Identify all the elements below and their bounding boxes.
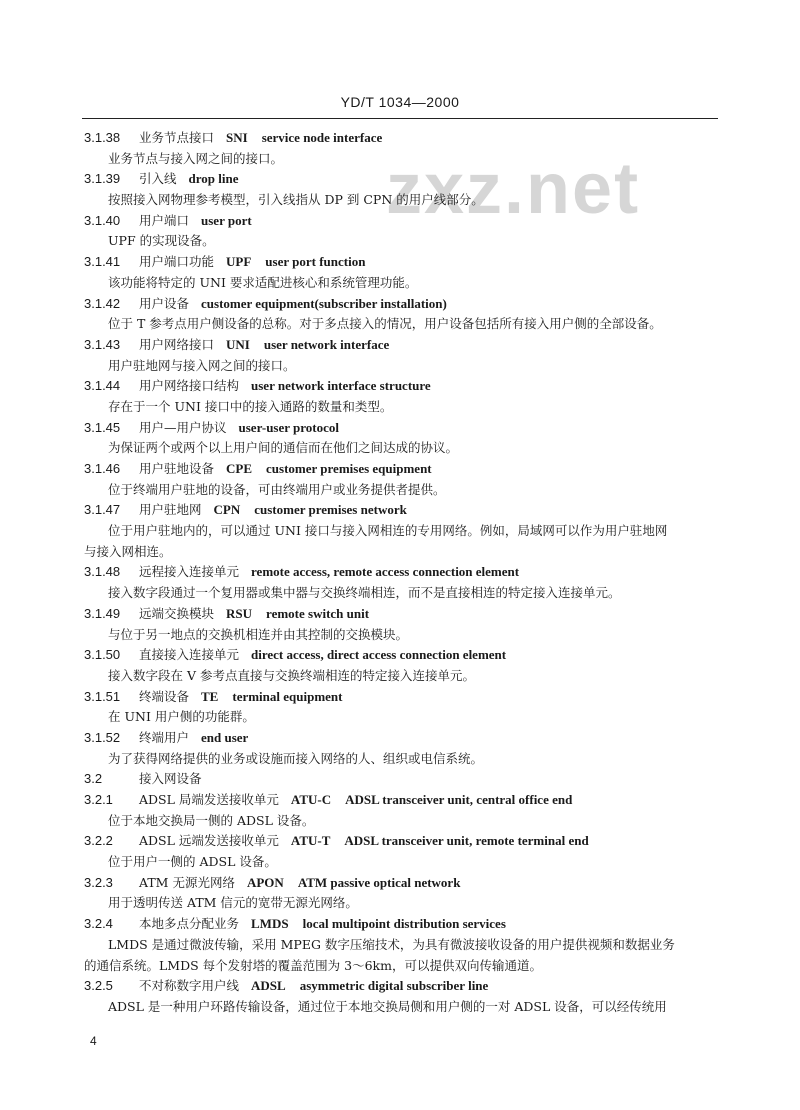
term-definition: 在 UNI 用户侧的功能群。 xyxy=(108,709,255,725)
term-chinese: ADSL 远端发送接收单元 xyxy=(139,833,279,849)
term-number: 3.1.38 xyxy=(84,130,121,145)
term-definition: 按照接入网物理参考模型，引入线指从 DP 到 CPN 的用户线部分。 xyxy=(108,192,484,208)
term-chinese: 终端用户 xyxy=(139,729,190,745)
term-number: 3.1.51 xyxy=(84,688,121,704)
term-heading xyxy=(0,562,800,583)
term-number: 3.2.5 xyxy=(84,978,113,994)
term-definition: 位于 T 参考点用户侧设备的总称。对于多点接入的情况，用户设备包括所有接入用户侧的全部设备。 xyxy=(108,316,662,332)
term-heading xyxy=(0,769,800,790)
term-chinese: 用户端口功能 xyxy=(139,254,215,270)
term-chinese: 远端交换模块 xyxy=(139,605,215,621)
term-chinese: 业务节点接口 xyxy=(139,130,215,145)
term-number: 3.2 xyxy=(84,771,103,787)
term-english: ADSL transceiver unit, central office end xyxy=(345,792,573,807)
term-definition: 为了获得网络提供的业务或设施而接入网络的人、组织或电信系统。 xyxy=(108,750,484,766)
term-number: 3.1.47 xyxy=(84,502,121,518)
term-definition: 接入数字段在 V 参考点直接与交换终端相连的特定接入连接单元。 xyxy=(108,667,475,683)
term-abbreviation: ATU-T xyxy=(290,833,331,849)
term-abbreviation: ATU-C xyxy=(290,792,332,807)
term-heading xyxy=(0,728,800,749)
term-english: user network interface xyxy=(263,336,390,352)
term-definition: 为保证两个或两个以上用户间的通信而在他们之间达成的协议。 xyxy=(108,440,459,456)
term-definition: 用于透明传送 ATM 信元的宽带无源光网络。 xyxy=(108,895,358,911)
term-chinese: ATM 无源光网络 xyxy=(139,874,235,890)
term-chinese: 不对称数字用户线 xyxy=(139,978,240,994)
term-english: direct access, direct access connection element xyxy=(251,647,507,663)
term-abbreviation: APON xyxy=(246,874,284,890)
term-english: asymmetric digital subscriber line xyxy=(299,978,489,994)
term-definition: LMDS 是通过微波传输，采用 MPEG 数字压缩技术，为具有微波接收设备的用户提供视频和数据业务 xyxy=(108,936,675,952)
term-number: 3.1.44 xyxy=(84,378,121,394)
term-english: end user xyxy=(201,729,249,745)
term-number: 3.1.39 xyxy=(84,171,121,187)
term-chinese: 用户驻地设备 xyxy=(139,461,215,476)
term-abbreviation: CPN xyxy=(213,502,241,518)
term-chinese: 接入网设备 xyxy=(139,771,202,787)
term-chinese: 用户驻地网 xyxy=(139,502,202,518)
term-abbreviation: LMDS xyxy=(251,916,289,932)
term-heading xyxy=(0,500,800,521)
page-number: 4 xyxy=(90,1034,97,1048)
term-english: service node interface xyxy=(261,130,383,145)
term-chinese: 直接接入连接单元 xyxy=(139,647,240,663)
term-heading xyxy=(0,418,800,439)
term-english: ATM passive optical network xyxy=(297,874,461,890)
watermark: zxz.net xyxy=(386,149,641,229)
term-english: terminal equipment xyxy=(232,688,343,704)
term-abbreviation: UNI xyxy=(226,336,250,352)
term-english: remote switch unit xyxy=(266,605,370,621)
term-definition: 位于终端用户驻地的设备，可由终端用户或业务提供者提供。 xyxy=(108,481,446,497)
term-chinese: 用户设备 xyxy=(139,295,190,311)
term-definition: 的通信系统。LMDS 每个发射塔的覆盖范围为 3～6km，可以提供双向传输通道。 xyxy=(84,957,542,973)
term-english: ADSL transceiver unit, remote terminal end xyxy=(344,833,589,849)
term-definition: 该功能将特定的 UNI 要求适配进核心和系统管理功能。 xyxy=(108,274,418,290)
term-number: 3.1.41 xyxy=(84,254,121,270)
term-heading xyxy=(0,376,800,397)
term-number: 3.1.43 xyxy=(84,336,121,352)
term-heading xyxy=(0,128,800,149)
term-abbreviation: UPF xyxy=(226,254,252,270)
term-number: 3.2.2 xyxy=(84,833,113,849)
term-chinese: 用户网络接口结构 xyxy=(139,378,240,394)
term-chinese: 用户端口 xyxy=(139,212,190,228)
term-definition: 与位于另一地点的交换机相连并由其控制的交换模块。 xyxy=(108,626,409,642)
term-chinese: 用户网络接口 xyxy=(139,336,215,352)
term-definition: 用户驻地网与接入网之间的接口。 xyxy=(108,357,296,373)
term-abbreviation: CPE xyxy=(226,461,253,476)
term-definition: 业务节点与接入网之间的接口。 xyxy=(108,150,284,166)
term-definition: 位于用户一侧的 ADSL 设备。 xyxy=(108,854,277,870)
term-heading xyxy=(0,831,800,852)
term-number: 3.1.49 xyxy=(84,605,121,621)
term-number: 3.2.4 xyxy=(84,916,113,932)
term-definition: 接入数字段通过一个复用器或集中器与交换终端相连，而不是直接相连的特定接入连接单元。 xyxy=(108,585,621,601)
term-chinese: 终端设备 xyxy=(139,688,190,704)
term-heading xyxy=(0,976,800,997)
term-abbreviation: TE xyxy=(201,688,219,704)
term-english: user-user protocol xyxy=(238,419,340,435)
term-definition: ADSL 是一种用户环路传输设备，通过位于本地交换局侧和用户侧的一对 ADSL 设备，可以经传统用 xyxy=(108,998,667,1014)
term-number: 3.2.1 xyxy=(84,792,113,807)
term-abbreviation: ADSL xyxy=(251,978,286,994)
term-english: remote access, remote access connection element xyxy=(251,564,520,580)
term-english: local multipoint distribution services xyxy=(302,916,506,932)
term-english: customer equipment(subscriber installation) xyxy=(201,295,447,311)
term-heading xyxy=(0,873,800,894)
term-english: customer premises equipment xyxy=(266,461,432,476)
term-definition: 存在于一个 UNI 接口中的接入通路的数量和类型。 xyxy=(108,398,393,414)
term-chinese: 引入线 xyxy=(139,171,177,187)
term-number: 3.2.3 xyxy=(84,874,113,890)
term-number: 3.1.50 xyxy=(84,647,121,663)
term-heading xyxy=(0,252,800,273)
term-heading xyxy=(0,645,800,666)
term-chinese: 用户—用户协议 xyxy=(139,419,227,435)
header-rule xyxy=(82,118,718,119)
term-number: 3.1.42 xyxy=(84,295,121,311)
term-heading xyxy=(0,687,800,708)
term-number: 3.1.48 xyxy=(84,564,121,580)
term-heading xyxy=(0,169,800,190)
term-english: user port xyxy=(201,212,252,228)
term-definition: 位于本地交换局一侧的 ADSL 设备。 xyxy=(108,812,315,828)
term-definition: 与接入网相连。 xyxy=(84,543,172,559)
term-heading xyxy=(0,459,800,480)
term-english: customer premises network xyxy=(254,502,407,518)
term-heading xyxy=(0,211,800,232)
term-heading xyxy=(0,914,800,935)
term-definition: UPF 的实现设备。 xyxy=(108,233,215,249)
term-chinese: 远程接入连接单元 xyxy=(139,564,240,580)
term-chinese: ADSL 局端发送接收单元 xyxy=(139,792,279,807)
term-number: 3.1.45 xyxy=(84,419,121,435)
term-definition: 位于用户驻地内的，可以通过 UNI 接口与接入网相连的专用网络。例如，局域网可以作为用户驻地网 xyxy=(108,523,668,539)
term-abbreviation: SNI xyxy=(226,130,248,145)
terms-list xyxy=(0,128,800,1018)
term-english: user network interface structure xyxy=(251,378,431,394)
term-heading xyxy=(0,790,800,811)
page-header-standard-number: YD/T 1034—2000 xyxy=(340,94,460,110)
term-english: user port function xyxy=(265,254,366,270)
term-chinese: 本地多点分配业务 xyxy=(139,916,240,932)
term-number: 3.1.40 xyxy=(84,212,121,228)
term-number: 3.1.46 xyxy=(84,461,121,476)
term-heading xyxy=(0,604,800,625)
term-number: 3.1.52 xyxy=(84,729,121,745)
term-heading xyxy=(0,294,800,315)
term-abbreviation: RSU xyxy=(226,605,253,621)
term-english: drop line xyxy=(188,171,239,187)
term-heading xyxy=(0,335,800,356)
